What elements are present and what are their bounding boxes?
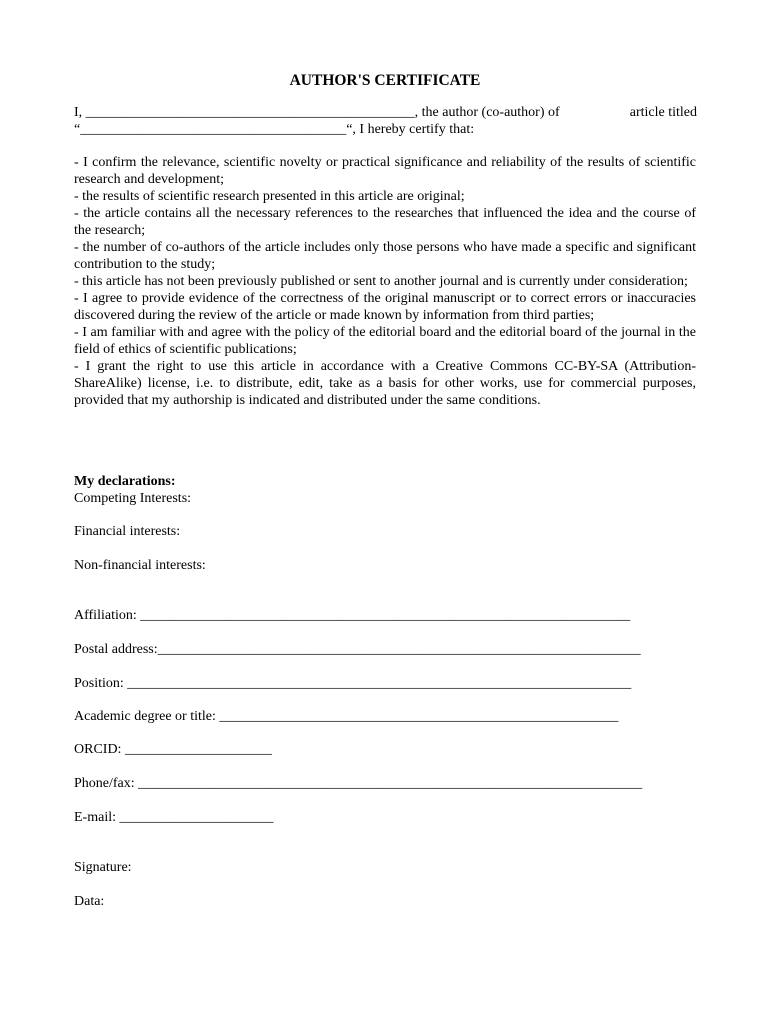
signature-label: Signature: [74,860,132,875]
affiliation-field: Affiliation: ______________________________________________________________________ [74,608,631,623]
financial-interests-label: Financial interests: [74,524,181,539]
statement-item: - this article has not been previously published or sent to another journal and is currently under consideration; [74,274,688,289]
date-label: Data: [74,894,105,909]
non-financial-interests-label: Non-financial interests: [74,558,206,573]
competing-interests-label: Competing Interests: [74,491,192,506]
statement-item: - I grant the right to use this article in accordance with a Creative Commons CC-BY-SA (Attribution-ShareAlike) license, i.e. to distribute, edit, take as a basis for other works, use for commercial purposes, provided that my authorship is indicated and distributed under the same conditions. [74,359,696,408]
document-title: AUTHOR'S CERTIFICATE [289,72,481,89]
declarations-heading: My declarations: [74,474,176,489]
email-field: E-mail: ______________________ [74,810,274,825]
phone-fax-field: Phone/fax: ________________________________________________________________________ [74,776,643,791]
statement-item: - I agree to provide evidence of the correctness of the original manuscript or to correct errors or inaccuracies discovered during the review of the article or made known by information from third parties; [74,291,696,323]
statement-item: - the number of co-authors of the article includes only those persons who have made a specific and significant contribution to the study; [74,240,696,272]
declarations-section [74,473,694,507]
statement-item: - the results of scientific research presented in this article are original; [74,189,465,204]
orcid-field: ORCID: _____________________ [74,742,272,757]
intro-paragraph [74,104,697,138]
statement-item: - I am familiar with and agree with the policy of the editorial board and the editorial board of the journal in the field of ethics of scientific publications; [74,325,696,357]
intro-line-1-left: I, _______________________________________________, the author (co-author) of [74,105,560,120]
statement-item: - the article contains all the necessary references to the researches that influenced the idea and the course of the research; [74,206,696,238]
intro-line-1-right: article titled [629,105,697,120]
postal-address-field: Postal address:_____________________________________________________________________ [74,642,641,657]
position-field: Position: ________________________________________________________________________ [74,676,632,691]
statement-list [74,154,696,409]
statement-item: - I confirm the relevance, scientific novelty or practical significance and reliability of the results of scientific research and development; [74,155,696,187]
intro-line-1 [74,104,697,121]
academic-degree-field: Academic degree or title: _________________________________________________________ [74,709,619,724]
intro-line-2: “______________________________________“, I hereby certify that: [74,122,475,137]
